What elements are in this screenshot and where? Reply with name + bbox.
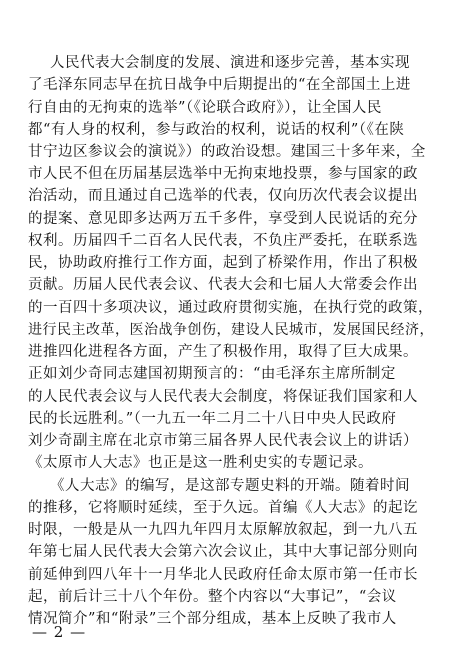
text-line: 进行民主改革，医治战争创伤，建设人民城市，发展国民经济， [28, 321, 434, 338]
text-line: 治活动，而且通过自己选举的代表，仅向历次代表会议提出 [28, 188, 418, 205]
text-line: 的人民代表会议与人民代表大会制度，将保证我们国家和人 [28, 388, 418, 405]
text-line: 人民代表大会制度的发展、演进和逐步完善，基本实现 [50, 55, 410, 71]
text-line: 的一百四十多项决议，通过政府贯彻实施，在执行党的政策， [28, 299, 433, 316]
text-line: 的提案、意见即多达两万五千多件，享受到人民说话的充分 [28, 210, 418, 227]
text-line: 起，前后计三十八个年份。整个内容以“大事记”，“会议 [28, 588, 397, 605]
text-line: 《人大志》的编写，是这部专题史料的开端。随着时间 [50, 477, 410, 494]
text-line: 市人民不但在历届基层选举中无拘束地投票，参与国家的政 [28, 166, 418, 183]
text-line: 甘宁边区参议会的演说》）的政治设想。建国三十多年来，全 [28, 144, 426, 160]
text-line: 了毛泽东同志早在抗日战争中后期提出的“在全部国土上进 [28, 77, 411, 94]
text-line: 《太原市人大志》也正是这一胜利史实的专题记录。 [28, 455, 373, 472]
text-line: 行自由的无拘束的选举”（《论联合政府》），让全国人民 [28, 99, 382, 116]
text-line: 正如刘少奇同志建国初期预言的：“由毛泽东主席所制定 [28, 366, 396, 383]
text-line: 都“有人身的权利，参与政治的权利，说话的权利”（《在陕 [28, 121, 405, 138]
text-line: 年第七届人民代表大会第六次会议止，其中大事记部分则向 [28, 544, 418, 561]
page-number: — 2 — [32, 623, 87, 641]
text-line: 时限，一般是从一九四九年四月太原解放叙起，到一九八五 [28, 522, 418, 538]
text-line: 刘少奇副主席在北京市第三届各界人民代表会议上的讲话） [28, 433, 418, 450]
text-line: 前延伸到四八年十一月华北人民政府任命太原市第一任市长 [28, 566, 418, 583]
text-line: 的推移，它将顺时延续，至于久远。首编《人大志》的起讫 [28, 499, 418, 516]
text-line: 情况简介”和“附录”三个部分组成，基本上反映了我市人 [28, 611, 397, 627]
text-line: 贡献。历届人民代表会议、代表大会和七届人大常委会作出 [28, 277, 418, 294]
text-line: 民的长远胜利。”（一九五一年二月二十八日中央人民政府 [28, 410, 397, 427]
text-line: 民，协助政府推行工作方面，起到了桥梁作用，作出了积极 [28, 255, 418, 272]
text-line: 进推四化进程各方面，产生了积极作用，取得了巨大成果。 [28, 344, 418, 361]
text-line: 权利。历届四千二百名人民代表，不负庄严委托，在联系选 [28, 232, 418, 249]
